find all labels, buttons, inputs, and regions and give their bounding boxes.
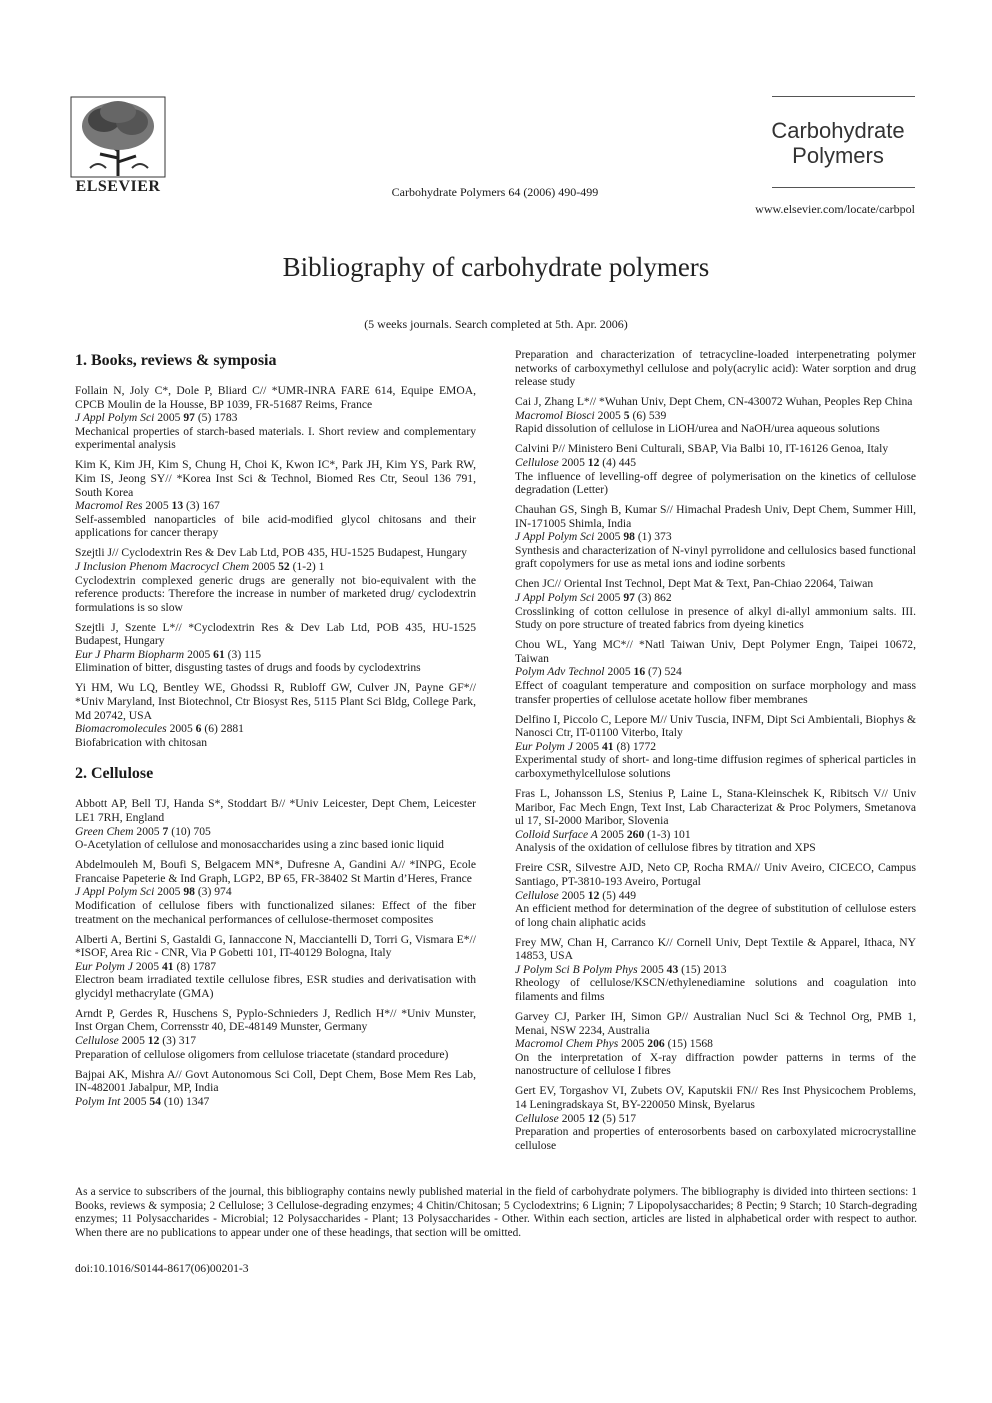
entry-authors: Bajpai AK, Mishra A// Govt Autonomous Sci Coll, Dept Chem, Bose Mem Res Lab, IN-482001 Jabalpur, MP, India [75,1067,476,1095]
entry-title: Electron beam irradiated textile cellulose fibres, ESR studies and derivatisation with glycidyl methacrylate (GMA) [75,973,476,1000]
entry-pages: (3) 317 [162,1034,197,1048]
entry-citation [515,889,916,903]
entry-title: Preparation and characterization of tetracycline-loaded interpenetrating polymer networks of carboxymethyl cellulose and poly(acrylic acid): Water sorption and drug release study [515,348,916,389]
entry-journal: Eur Polym J [515,739,573,753]
entry-year: 2005 [600,827,624,841]
bibliography-entry [75,858,476,926]
journal-url[interactable]: www.elsevier.com/locate/carbpol [755,202,915,216]
entry-pages: (6) 2881 [204,722,244,736]
entry-journal: Polym Int [75,1094,121,1108]
entry-citation [515,591,916,605]
entry-title: O-Acetylation of cellulose and monosaccharides using a zinc based ionic liquid [75,838,444,852]
page-title: Bibliography of carbohydrate polymers [282,252,710,282]
entry-volume: 98 [623,530,635,544]
entry-pages: (5) 449 [602,888,637,902]
entry-pages: (3) 167 [186,499,220,513]
entry-journal: Eur J Pharm Biopharm [75,647,185,661]
elsevier-logo [70,96,166,196]
entry-authors: Chauhan GS, Singh B, Kumar S// Himachal Pradesh Univ, Dept Chem, Summer Hill, IN-171005 Shimla, India [515,503,916,530]
entry-year: 2005 [575,739,600,753]
entry-title: Elimination of bitter, disgusting tastes of drugs and foods by cyclodextrins [75,661,421,675]
entry-pages: (10) 705 [171,824,211,838]
entry-title: Analysis of the oxidation of cellulose fibres by titration and XPS [515,841,816,855]
entry-year: 2005 [561,888,585,902]
entry-journal: Eur Polym J [75,959,133,973]
bibliography-entry [515,638,916,706]
entry-journal: Cellulose [515,888,559,902]
entry-title: The influence of levelling-off degree of polymerisation on the kinetics of cellulose degradation (Letter) [515,469,916,497]
entry-pages: (10) 1347 [163,1094,210,1108]
entry-citation [515,665,916,679]
elsevier-logo-text: ELSEVIER [75,178,161,195]
bibliography-entry [75,797,476,851]
entry-volume: 12 [587,888,600,902]
footer-note: As a service to subscribers of the journal, this bibliography contains newly published material in the field of carbohydrate polymers. The bibliography is divided into thirteen sections: 1 Books, reviews & symposia; 2 Cellulose; 3 Cellulose-degrading enzymes; 4 Chitin/Chitosan; 5 Cyclodextrins; 6 Lignin; 7 Lipopolysaccharides; 8 Pectin; 9 Starch; 10 Starch-degrading enzymes; 11 Polysaccharides - Microbial; 12 Polysaccharides - Plant; 13 Polysaccharides - Other. Within each section, articles are listed in alphabetical order with respect to author. When there are no publications to appear under one of these headings, that section will be omitted. [75,1186,917,1239]
entry-journal: J Inclusion Phenom Macrocycl Chem [75,559,250,573]
bibliography-entry [515,577,916,631]
entry-journal: Green Chem [75,824,134,838]
entry-pages: (15) 2013 [681,962,727,976]
doi: doi:10.1016/S0144-8617(06)00201-3 [75,1262,249,1275]
entry-pages: (5) 517 [602,1111,637,1125]
entry-year: 2005 [157,411,181,425]
bibliography-entry [75,546,476,614]
entry-volume: 13 [171,499,184,513]
entry-volume: 260 [626,827,645,841]
entry-authors: Calvini P// Ministero Beni Culturali, SBAP, Via Balbi 10, IT-16126 Genoa, Italy [515,442,889,456]
entry-title: Preparation and properties of enterosorbents based on carboxylated microcrystalline cellulose [515,1125,916,1152]
entry-journal: J Appl Polym Sci [75,885,155,899]
entry-volume: 12 [587,455,600,469]
entry-pages: (3) 862 [637,591,672,605]
entry-authors: Szejtli J// Cyclodextrin Res & Dev Lab Ltd, POB 435, HU-1525 Budapest, Hungary [75,546,467,560]
bibliography-entry [515,1084,916,1152]
entry-title: Effect of coagulant temperature and composition on surface morphology and mass transfer properties of cellulose acetate hollow fiber membranes [515,679,916,706]
bibliography-entry [75,681,476,749]
entry-authors: Abdelmouleh M, Boufi S, Belgacem MN*, Dufresne A, Gandini A// *INPG, Ecole Francaise Papeterie & Ind Graph, LGP2, BP 65, FR-38402 St Martin d’Heres, France [75,858,476,885]
entry-title: Crosslinking of cotton cellulose in presence of alkyl di-allyl ammonium salts. III. Study on pore structure of treated fabrics from dyeing kinetics [515,604,916,632]
entry-authors: Kim K, Kim JH, Kim S, Chung H, Choi K, Kwon IC*, Park JH, Kim YS, Park RW, Kim IS, Jeong SY// *Korea Inst Sci & Technol, Biomed Res Ctr, Seoul 136 791, South Korea [75,458,476,499]
entry-journal: Cellulose [515,1111,559,1125]
books-entry-list [75,384,476,749]
entry-volume: 97 [183,411,195,425]
entry-title: On the interpretation of X-ray diffraction powder patterns in terms of the nanostructure of cellulose I fibres [515,1050,916,1078]
entry-citation [75,560,476,574]
entry-pages: (5) 1783 [197,411,238,425]
entry-pages: (3) 974 [197,885,232,899]
entry-pages: (1-3) 101 [647,827,691,841]
entry-authors: Alberti A, Bertini S, Gastaldi G, Iannaccone N, Macciantelli D, Torri G, Vismara E*// *ISOF, Area Ric - CNR, Via P Gobetti 101, IT-40129 Bologna, Italy [75,932,476,960]
entry-pages: (15) 1568 [667,1037,713,1051]
entry-pages: (4) 445 [602,455,637,469]
entry-citation [515,530,916,544]
entry-pages: (7) 524 [648,665,682,679]
journal-reference: Carbohydrate Polymers 64 (2006) 490-499 [391,185,599,199]
bibliography-entry-continued [515,348,916,389]
entry-year: 2005 [597,408,621,422]
entry-year: 2005 [607,665,631,679]
entry-citation [515,828,916,842]
entry-journal: Macromol Res [75,499,143,513]
journal-brand-line1: Carbohydrate [771,118,905,143]
entry-volume: 41 [601,739,614,753]
entry-year: 2005 [169,722,193,736]
entry-citation [75,1034,476,1048]
entry-title: Experimental study of short- and long-time diffusion regimes of spherical particles in carboxymethylcellulose solutions [515,753,916,780]
entry-volume: 43 [666,962,679,976]
entry-title: An efficient method for determination of the degree of substitution of cellulose esters of long chain aliphatic acids [515,902,916,929]
entry-volume: 206 [647,1037,665,1051]
entry-citation [75,411,476,425]
bibliography-entry [515,713,916,781]
entry-authors: Garvey CJ, Parker IH, Simon GP// Australian Nucl Sci & Technol Org, PMB 1, Menai, NSW 2234, Australia [515,1010,916,1037]
section-heading-books: 1. Books, reviews & symposia [75,352,277,369]
entry-citation [75,722,476,736]
entry-authors: Chen JC// Oriental Inst Technol, Dept Mat & Text, Pan-Chiao 22064, Taiwan [515,577,874,591]
entry-citation [75,1095,476,1109]
search-note: (5 weeks journals. Search completed at 5th. Apr. 2006) [364,317,628,331]
bibliography-entry [75,384,476,452]
entry-year: 2005 [597,591,621,605]
entry-volume: 12 [587,1111,600,1125]
entry-authors: Follain N, Joly C*, Dole P, Bliard C// *UMR-INRA FARE 614, Equipe EMOA, CPCB Moulin de la Housse, BP 1039, FR-51687 Reims, France [75,384,476,411]
entry-citation [75,885,476,899]
entry-authors: Szejtli J, Szente L*// *Cyclodextrin Res & Dev Lab Ltd, POB 435, HU-1525 Budapest, Hungary [75,620,476,648]
section-heading-cellulose: 2. Cellulose [75,765,154,783]
entry-citation [75,960,476,974]
entry-year: 2005 [136,824,160,838]
entry-authors: Fras L, Johansson LS, Stenius P, Laine L, Stana-Kleinschek K, Ribitsch V// Univ Maribor, Fac Mech Engn, Text Inst, Lab Characterizat & Proc Polymers, Smetanova ul 17, SI-2000 Maribor, Slovenia [515,786,916,828]
entry-pages: (6) 539 [632,408,667,422]
entry-volume: 7 [162,824,169,838]
entry-volume: 16 [633,665,646,679]
entry-authors: Chou WL, Yang MC*// *Natl Taiwan Univ, Dept Polymer Engn, Taipei 10672, Taiwan [515,638,916,665]
entry-citation [515,1112,916,1126]
entry-citation [75,499,476,513]
entry-volume: 5 [623,408,630,422]
entry-authors: Frey MW, Chan H, Carranco K// Cornell Univ, Dept Textile & Apparel, Ithaca, NY 14853, USA [515,935,916,963]
entry-citation [515,740,916,754]
entry-year: 2005 [135,959,160,973]
entry-title: Mechanical properties of starch-based materials. I. Short review and complementary experimental analysis [75,424,476,452]
entry-volume: 41 [161,959,174,973]
entry-journal: Macromol Chem Phys [515,1037,619,1051]
entry-volume: 12 [147,1034,160,1048]
entry-volume: 98 [183,885,195,899]
entry-title: Preparation of cellulose oligomers from cellulose triacetate (standard procedure) [75,1047,449,1061]
entry-year: 2005 [121,1034,145,1048]
entry-volume: 52 [278,559,290,573]
entry-title: Self-assembled nanoparticles of bile acid-modified glycol chitosans and their applications for cancer therapy [75,512,476,540]
entry-journal: Biomacromolecules [75,722,167,736]
entry-authors: Delfino I, Piccolo C, Lepore M// Univ Tuscia, INFM, Dipt Sci Ambientali, Biophys & Nanosci Ctr, IT-01100 Viterbo, Italy [515,712,916,740]
entry-year: 2005 [251,559,276,573]
entry-volume: 54 [149,1094,161,1108]
bibliography-entry [515,787,916,855]
entry-year: 2005 [561,1111,585,1125]
entry-authors: Gert EV, Torgashov VI, Zubets OV, Kaputskii FN// Res Inst Physicochem Problems, 14 Leningradskaya St, BY-220050 Minsk, Byelarus [515,1084,916,1111]
journal-brand [760,118,916,168]
entry-journal: J Appl Polym Sci [515,530,595,544]
entry-pages: (8) 1787 [176,959,217,973]
bibliography-entry [75,621,476,675]
entry-journal: J Appl Polym Sci [515,591,595,605]
entry-title: Rapid dissolution of cellulose in LiOH/urea and NaOH/urea aqueous solutions [515,422,880,436]
entry-year: 2005 [621,1037,645,1051]
entry-authors: Cai J, Zhang L*// *Wuhan Univ, Dept Chem, CN-430072 Wuhan, Peoples Rep China [515,395,913,409]
bibliography-entry [75,458,476,540]
entry-pages: (1) 373 [637,530,672,544]
entry-year: 2005 [187,647,211,661]
entry-title: Biofabrication with chitosan [75,735,208,749]
bibliography-entry [75,933,476,1001]
journal-brand-line2: Polymers [792,143,884,168]
elsevier-tree-icon [70,96,166,178]
entry-authors: Yi HM, Wu LQ, Bentley WE, Ghodssi R, Rubloff GW, Culver JN, Payne GF*// *Univ Maryland, Inst Biotechnol, Ctr Biosyst Res, 5115 Plant Sci Bldg, College Park, Md 20742, USA [75,681,476,722]
entry-journal: Colloid Surface A [515,827,598,841]
bibliography-entry [515,861,916,929]
left-column [75,348,476,1115]
entry-journal: Macromol Biosci [515,408,595,422]
entry-year: 2005 [157,885,181,899]
bibliography-entry [515,395,916,436]
entry-journal: Polym Adv Technol [515,665,605,679]
bibliography-entry [515,1010,916,1078]
bibliography-entry [75,1068,476,1109]
bibliography-entry [515,936,916,1004]
entry-pages: (3) 115 [227,647,262,661]
entry-pages: (1-2) 1 [292,559,325,573]
entry-volume: 61 [213,647,225,661]
entry-citation [515,1037,916,1051]
cellulose-entry-list-left [75,797,476,1108]
bibliography-entry [515,442,916,496]
entry-title: Cyclodextrin complexed generic drugs are generally not bio-equivalent with the reference products: Therefore the increase in number of marketed drug/ cyclodextrin formulations is so slow [75,573,476,614]
entry-year: 2005 [561,455,585,469]
entry-citation [515,456,916,470]
right-column [515,348,916,1159]
bibliography-entry [515,503,916,571]
entry-title: Rheology of cellulose/KSCN/ethylenediamine solutions and coagulation into filaments and films [515,976,916,1004]
entry-authors: Freire CSR, Silvestre AJD, Neto CP, Rocha RMA// Univ Aveiro, CICECO, Campus Santiago, PT-3810-193 Aveiro, Portugal [515,861,916,888]
entry-journal: Cellulose [75,1034,119,1048]
entry-title: Modification of cellulose fibers with functionalized silanes: Effect of the fiber treatment on the mechanical performances of cellulose-thermoset composites [75,898,476,926]
entry-authors: Arndt P, Gerdes R, Huschens S, Pyplo-Schnieders J, Redlich H*// *Univ Munster, Inst Organ Chem, Corrensstr 40, DE-48149 Munster, Germany [75,1006,476,1034]
entry-volume: 97 [623,591,635,605]
entry-citation [75,648,476,662]
entry-year: 2005 [123,1094,147,1108]
entry-journal: J Polym Sci B Polym Phys [515,962,638,976]
entry-volume: 6 [195,722,202,736]
entry-citation [75,825,476,839]
entry-pages: (8) 1772 [616,739,657,753]
entry-authors: Abbott AP, Bell TJ, Handa S*, Stoddart B// *Univ Leicester, Dept Chem, Leicester LE1 7RH, England [75,797,476,824]
entry-journal: Cellulose [515,455,559,469]
brand-rule-top [772,96,915,97]
entry-year: 2005 [597,530,621,544]
entry-citation [515,963,916,977]
entry-journal: J Appl Polym Sci [75,411,155,425]
bibliography-entry [75,1007,476,1061]
entry-title: Synthesis and characterization of N-vinyl pyrrolidone and cellulosics based functional graft copolymers for use as metal ions and iodine sorbents [515,543,916,571]
cellulose-entry-list-right [515,348,916,1152]
entry-citation [515,409,916,423]
entry-year: 2005 [145,499,169,513]
brand-rule-bottom [772,187,915,188]
entry-year: 2005 [640,962,664,976]
